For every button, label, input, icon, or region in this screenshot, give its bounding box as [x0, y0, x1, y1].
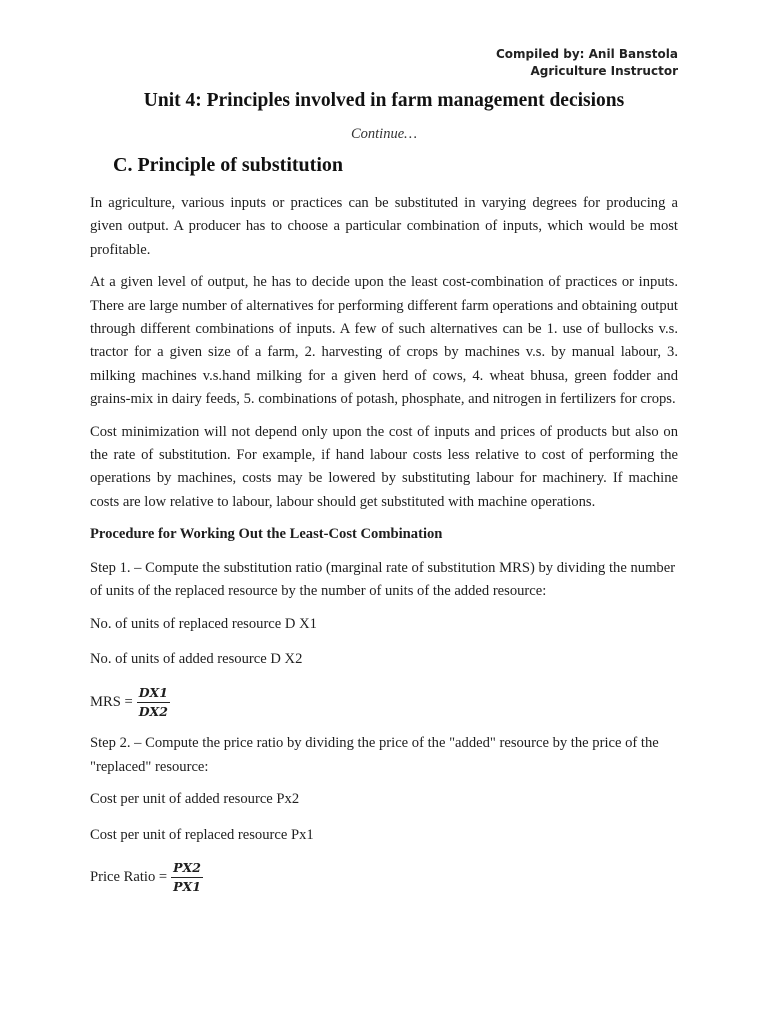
mrs-formula	[90, 680, 678, 724]
author-role-line: Agriculture Instructor	[530, 64, 678, 78]
mrs-formula-lhs: MRS =	[90, 693, 133, 710]
price-ratio-denominator: PX1	[173, 879, 201, 895]
replaced-cost-line: Cost per unit of replaced resource Px1	[90, 826, 314, 843]
step-2-text: Step 2. – Compute the price ratio by dividing the price of the "added" resource by the price of the "replaced" resource:	[90, 735, 659, 775]
paragraph: At a given level of output, he has to decide upon the least cost-combination of practices or inputs. There are large number of alternatives for performing different farm operations and obtaining output through different combinations of inputs. A few of such alternatives can be 1. use of bullocks v.s. tractor for a given size of a farm, 2. harvesting of crops by machines v.s. by manual labour, 3. milking machines v.s.hand milking for a given herd of cows, 4. wheat bhusa, green fodder and grains-mix in dairy feeds, 5. combinations of potash, phosphate, and nitrogen in fertilizers for crops.	[90, 274, 678, 408]
price-ratio-lhs: Price Ratio =	[90, 869, 168, 886]
added-units-line: No. of units of added resource D X2	[90, 650, 303, 667]
document-body	[90, 192, 678, 908]
section-title: C. Principle of substitution	[113, 154, 344, 176]
step-1-text: Step 1. – Compute the substitution ratio (marginal rate of substitution MRS) by dividing the number of units of the replaced resource by the number of units of the added resource:	[90, 559, 676, 600]
unit-title: Unit 4: Principles involved in farm management decisions	[143, 90, 625, 111]
price-ratio-formula	[90, 856, 678, 900]
compiled-by-line: Compiled by: Anil Banstola	[495, 47, 678, 61]
continue-note: Continue…	[350, 126, 418, 142]
price-ratio-fraction	[171, 860, 203, 895]
price-ratio-numerator: PX2	[171, 860, 203, 878]
paragraph: Cost minimization will not depend only upon the cost of inputs and prices of products but also on the rate of substitution. For example, if hand labour costs less relative to cost of performing the operations by machines, costs may be lowered by substituting labour for machinery. If machine costs are low relative to labour, labour should get substituted with machine operations.	[90, 423, 678, 510]
mrs-denominator: DX2	[138, 703, 168, 719]
mrs-fraction	[137, 685, 170, 720]
replaced-units-line: No. of units of replaced resource D X1	[90, 615, 317, 632]
paragraph: In agriculture, various inputs or practices can be substituted in varying degrees for producing a given output. A producer has to choose a particular combination of inputs, which would be most profitable.	[90, 195, 678, 258]
page-header	[496, 46, 678, 80]
procedure-heading: Procedure for Working Out the Least-Cost Combination	[90, 526, 443, 543]
mrs-numerator: DX1	[137, 685, 170, 703]
added-cost-line: Cost per unit of added resource Px2	[90, 791, 300, 808]
